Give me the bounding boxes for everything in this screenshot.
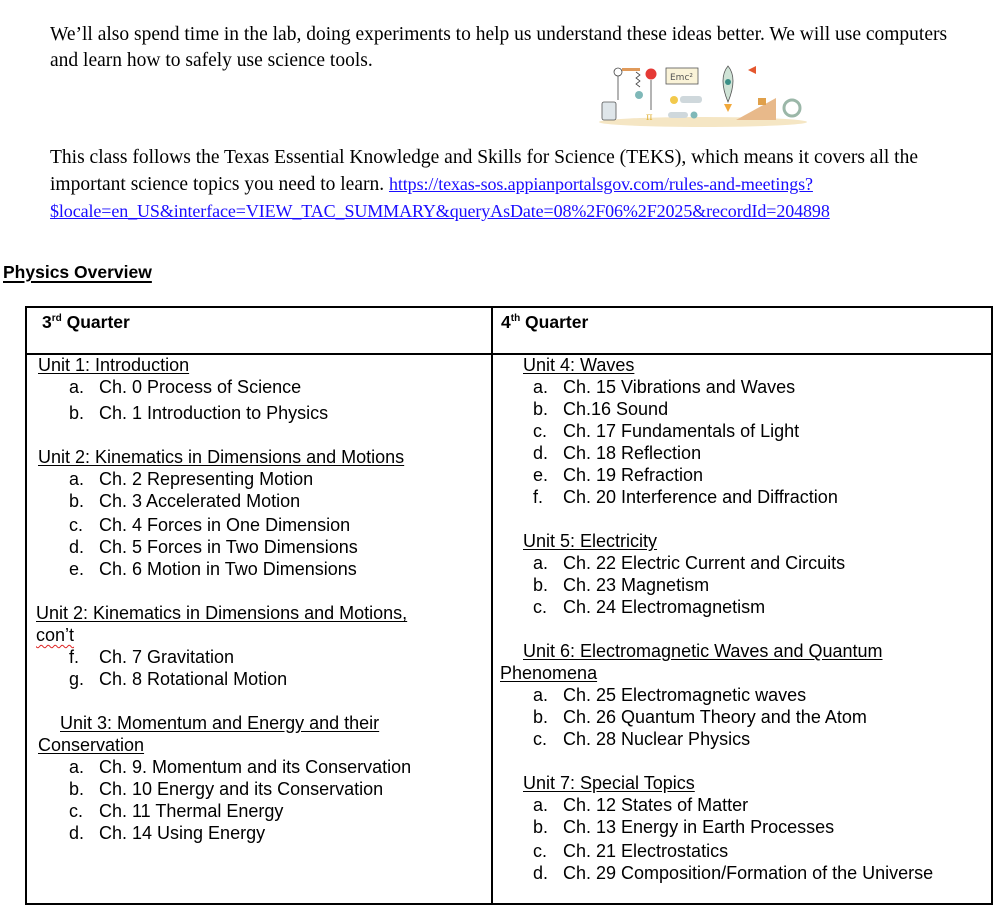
item-text: Ch. 6 Motion in Two Dimensions bbox=[99, 559, 357, 579]
item-marker: b. bbox=[69, 491, 85, 511]
unit-block bbox=[36, 446, 476, 580]
unit-title: Unit 2: Kinematics in Dimensions and Motions bbox=[38, 447, 405, 467]
item-text: Ch. 3 Accelerated Motion bbox=[99, 491, 301, 511]
chapter-item bbox=[500, 816, 980, 838]
chapter-item bbox=[36, 514, 476, 536]
q3-column bbox=[36, 354, 476, 844]
chapter-item bbox=[500, 728, 980, 750]
item-marker: a. bbox=[69, 469, 85, 489]
item-text: Ch. 28 Nuclear Physics bbox=[563, 729, 751, 749]
item-text: Ch. 17 Fundamentals of Light bbox=[563, 421, 800, 441]
q3-suffix: rd bbox=[51, 313, 62, 324]
unit-title: Unit 2: Kinematics in Dimensions and Motions, bbox=[36, 603, 408, 623]
spacer bbox=[500, 618, 980, 640]
lab-paragraph: We’ll also spend time in the lab, doing experiments to help us understand these ideas better. We will use computers and learn how to safely use science tools. bbox=[50, 24, 948, 71]
item-text: Ch. 9. Momentum and its Conservation bbox=[99, 757, 412, 777]
item-marker: a. bbox=[69, 757, 85, 777]
chapter-item bbox=[36, 490, 476, 512]
section-title: Physics Overview bbox=[3, 262, 152, 282]
unit-title: Unit 6: Electromagnetic Waves and Quantum bbox=[523, 641, 883, 661]
chapter-item bbox=[500, 840, 980, 862]
item-text: Ch. 23 Magnetism bbox=[563, 575, 710, 595]
spacer bbox=[36, 580, 476, 602]
chapter-item bbox=[36, 646, 476, 668]
q4-column bbox=[500, 354, 980, 884]
unit-title-continued: con’t bbox=[36, 625, 75, 645]
unit-block bbox=[500, 640, 980, 750]
chapter-item bbox=[36, 756, 476, 778]
item-marker: d. bbox=[69, 823, 85, 843]
item-marker: b. bbox=[533, 399, 549, 419]
item-text: Ch. 13 Energy in Earth Processes bbox=[563, 817, 835, 837]
item-marker: a. bbox=[533, 685, 549, 705]
item-text: Ch. 19 Refraction bbox=[563, 465, 704, 485]
unit-block bbox=[36, 354, 476, 424]
spacer bbox=[500, 750, 980, 772]
spacer bbox=[500, 508, 980, 530]
item-marker: b. bbox=[533, 575, 549, 595]
teks-text: This class follows the Texas Essential Knowledge and Skills for Science (TEKS), which means it covers all the important science topics you need to learn. bbox=[50, 147, 918, 195]
q4-suffix: th bbox=[510, 313, 521, 324]
item-text: Ch. 12 States of Matter bbox=[563, 795, 749, 815]
item-marker: a. bbox=[533, 377, 549, 397]
svg-text:Emc²: Emc² bbox=[670, 73, 694, 83]
item-text: Ch. 20 Interference and Diffraction bbox=[563, 487, 838, 507]
unit-title-continued: Conservation bbox=[38, 735, 145, 755]
spacer bbox=[36, 690, 476, 712]
item-marker: b. bbox=[533, 707, 549, 727]
item-marker: e. bbox=[69, 559, 85, 579]
item-marker: b. bbox=[533, 817, 549, 837]
chapter-item bbox=[36, 800, 476, 822]
unit-title-continued: Phenomena bbox=[500, 663, 598, 683]
item-text: Ch. 5 Forces in Two Dimensions bbox=[99, 537, 358, 557]
chapter-item bbox=[36, 376, 476, 398]
physics-overview-table bbox=[25, 306, 993, 905]
item-text: Ch. 25 Electromagnetic waves bbox=[563, 685, 807, 705]
item-marker: e. bbox=[533, 465, 549, 485]
item-marker: c. bbox=[533, 421, 548, 441]
item-marker: g. bbox=[69, 669, 85, 689]
svg-text:π: π bbox=[646, 112, 653, 123]
chapter-item bbox=[36, 778, 476, 800]
item-marker: f. bbox=[533, 487, 544, 507]
chapter-item bbox=[500, 552, 980, 574]
chapter-item bbox=[500, 486, 980, 508]
item-marker: a. bbox=[533, 795, 549, 815]
chapter-item bbox=[500, 862, 980, 884]
item-marker: b. bbox=[69, 403, 85, 423]
chapter-item bbox=[500, 794, 980, 816]
chapter-item bbox=[500, 596, 980, 618]
item-text: Ch. 8 Rotational Motion bbox=[99, 669, 288, 689]
spacer bbox=[36, 424, 476, 446]
item-marker: d. bbox=[533, 443, 549, 463]
item-text: Ch. 18 Reflection bbox=[563, 443, 702, 463]
unit-block bbox=[500, 530, 980, 618]
unit-block bbox=[500, 772, 980, 884]
item-text: Ch. 29 Composition/Formation of the Universe bbox=[563, 863, 934, 883]
item-marker: c. bbox=[533, 729, 548, 749]
chapter-item bbox=[500, 376, 980, 398]
q4-label: Quarter bbox=[520, 312, 589, 332]
item-marker: a. bbox=[69, 377, 85, 397]
teks-paragraph bbox=[50, 145, 980, 225]
item-text: Ch. 24 Electromagnetism bbox=[563, 597, 766, 617]
chapter-item bbox=[500, 574, 980, 596]
item-text: Ch. 0 Process of Science bbox=[99, 377, 302, 397]
physics-lab-illustration-icon bbox=[596, 62, 810, 128]
item-marker: d. bbox=[533, 863, 549, 883]
item-text: Ch. 4 Forces in One Dimension bbox=[99, 515, 351, 535]
item-marker: d. bbox=[69, 537, 85, 557]
unit-title: Unit 7: Special Topics bbox=[523, 773, 695, 793]
column-divider bbox=[491, 308, 493, 903]
item-text: Ch. 22 Electric Current and Circuits bbox=[563, 553, 846, 573]
chapter-item bbox=[36, 668, 476, 690]
item-marker: c. bbox=[533, 841, 548, 861]
item-marker: a. bbox=[533, 553, 549, 573]
q3-header bbox=[42, 308, 130, 333]
chapter-item bbox=[500, 442, 980, 464]
chapter-item bbox=[36, 536, 476, 558]
q4-number: 4 bbox=[501, 312, 511, 332]
chapter-item bbox=[36, 822, 476, 844]
chapter-item bbox=[500, 706, 980, 728]
unit-title: Unit 5: Electricity bbox=[523, 531, 658, 551]
unit-block bbox=[36, 712, 476, 844]
unit-title: Unit 1: Introduction bbox=[38, 355, 190, 375]
item-text: Ch. 7 Gravitation bbox=[99, 647, 235, 667]
item-text: Ch. 10 Energy and its Conservation bbox=[99, 779, 384, 799]
item-marker: f. bbox=[69, 647, 80, 667]
unit-block bbox=[36, 602, 476, 690]
chapter-item bbox=[500, 398, 980, 420]
item-marker: c. bbox=[69, 801, 84, 821]
item-text: Ch. 14 Using Energy bbox=[99, 823, 266, 843]
item-text: Ch. 11 Thermal Energy bbox=[99, 801, 284, 821]
unit-block bbox=[500, 354, 980, 508]
chapter-item bbox=[36, 558, 476, 580]
chapter-item bbox=[500, 464, 980, 486]
item-text: Ch. 1 Introduction to Physics bbox=[99, 403, 329, 423]
q4-header bbox=[501, 308, 588, 333]
item-text: Ch.16 Sound bbox=[563, 399, 669, 419]
item-text: Ch. 2 Representing Motion bbox=[99, 469, 314, 489]
item-marker: c. bbox=[69, 515, 84, 535]
chapter-item bbox=[36, 468, 476, 490]
q3-number: 3 bbox=[42, 312, 52, 332]
q3-label: Quarter bbox=[61, 312, 130, 332]
chapter-item bbox=[36, 402, 476, 424]
teks-link[interactable]: https://texas-sos.appianportalsgov.com/rules-and-meetings?$locale=en_US&interface=VIEW_TAC_SUMMARY&queryAsDate=08%2F06%2F2025&recordId=204898 bbox=[50, 174, 830, 221]
chapter-item bbox=[500, 684, 980, 706]
item-text: Ch. 26 Quantum Theory and the Atom bbox=[563, 707, 867, 727]
item-text: Ch. 21 Electrostatics bbox=[563, 841, 729, 861]
item-text: Ch. 15 Vibrations and Waves bbox=[563, 377, 796, 397]
unit-title: Unit 3: Momentum and Energy and their bbox=[60, 713, 380, 733]
chapter-item bbox=[500, 420, 980, 442]
unit-title: Unit 4: Waves bbox=[523, 355, 635, 375]
item-marker: c. bbox=[533, 597, 548, 617]
item-marker: b. bbox=[69, 779, 85, 799]
